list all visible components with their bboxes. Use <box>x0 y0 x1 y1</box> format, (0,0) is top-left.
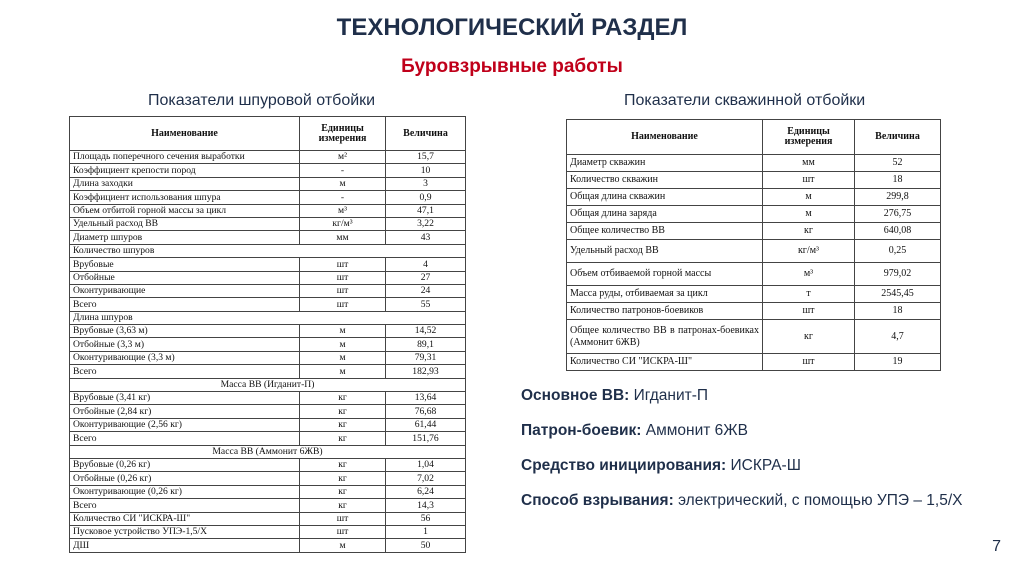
cell-unit: кг <box>300 458 386 471</box>
cell-unit: кг <box>300 418 386 431</box>
info-initiation-means: Средство инициирования: ИСКРА-Ш <box>521 457 801 474</box>
cell-value: 7,02 <box>386 472 466 485</box>
cell-unit: шт <box>763 172 855 189</box>
cell-value: 76,68 <box>386 405 466 418</box>
table-row <box>567 303 941 320</box>
table-row <box>70 271 466 284</box>
cell-unit: мм <box>763 155 855 172</box>
cell-value: 0,25 <box>855 240 941 263</box>
cell-unit: кг/м³ <box>763 240 855 263</box>
cell-unit: шт <box>763 303 855 320</box>
cell-unit: - <box>300 191 386 204</box>
cell-value: 13,64 <box>386 392 466 405</box>
table-row <box>567 206 941 223</box>
cell-unit: м² <box>300 151 386 164</box>
cell-unit: т <box>763 286 855 303</box>
section-label: Масса ВВ (Аммонит 6ЖВ) <box>70 445 466 458</box>
cell-name: Всего <box>70 432 300 445</box>
info-main-explosive: Основное ВВ: Игданит-П <box>521 387 709 404</box>
cell-value: 182,93 <box>386 365 466 378</box>
cell-value: 56 <box>386 512 466 525</box>
borehole-blasting-table <box>69 116 466 553</box>
cell-unit: кг <box>763 320 855 354</box>
cell-name: Количество СИ "ИСКРА-Ш" <box>567 354 763 371</box>
cell-unit: м³ <box>763 263 855 286</box>
table-row <box>70 405 466 418</box>
table-row <box>70 338 466 351</box>
cell-name: Врубовые <box>70 258 300 271</box>
cell-unit: кг <box>300 432 386 445</box>
cell-value: 10 <box>386 164 466 177</box>
cell-name: Количество патронов-боевиков <box>567 303 763 320</box>
table-row <box>70 204 466 217</box>
cell-unit: шт <box>300 512 386 525</box>
right-section-heading: Показатели скважинной отбойки <box>624 92 866 109</box>
well-blasting-table <box>566 119 941 371</box>
table-row <box>70 378 466 391</box>
cell-value: 52 <box>855 155 941 172</box>
table-row <box>70 311 466 324</box>
column-header-value: Величина <box>855 120 941 155</box>
table-row <box>70 432 466 445</box>
section-label: Масса ВВ (Игданит-П) <box>70 378 466 391</box>
cell-unit: шт <box>300 525 386 538</box>
cell-unit: м <box>300 325 386 338</box>
cell-name: Отбойные (2,84 кг) <box>70 405 300 418</box>
table-row <box>70 151 466 164</box>
table-row <box>567 189 941 206</box>
cell-name: Удельный расход ВВ <box>70 217 300 230</box>
cell-value: 276,75 <box>855 206 941 223</box>
cell-value: 6,24 <box>386 485 466 498</box>
cell-name: Врубовые (3,63 м) <box>70 325 300 338</box>
table-row <box>70 325 466 338</box>
cell-value: 15,7 <box>386 151 466 164</box>
table-row <box>70 418 466 431</box>
table-row <box>567 172 941 189</box>
table-row <box>70 164 466 177</box>
cell-name: Удельный расход ВВ <box>567 240 763 263</box>
cell-unit: м <box>300 338 386 351</box>
cell-unit: кг <box>300 405 386 418</box>
table-row <box>567 320 941 354</box>
cell-unit: кг <box>300 485 386 498</box>
table-row <box>70 525 466 538</box>
page-subtitle: Буровзрывные работы <box>401 56 623 77</box>
cell-name: Диаметр шпуров <box>70 231 300 244</box>
cell-name: Отбойные (3,3 м) <box>70 338 300 351</box>
cell-name: Оконтуривающие (2,56 кг) <box>70 418 300 431</box>
table-row <box>567 223 941 240</box>
section-label: Количество шпуров <box>70 244 466 257</box>
cell-value: 3,22 <box>386 217 466 230</box>
table-row <box>70 217 466 230</box>
page-number: 7 <box>992 538 1001 555</box>
cell-unit: кг <box>300 499 386 512</box>
cell-unit: м <box>763 206 855 223</box>
cell-value: 47,1 <box>386 204 466 217</box>
cell-name: Всего <box>70 365 300 378</box>
column-header-value: Величина <box>386 117 466 151</box>
cell-unit: м <box>763 189 855 206</box>
cell-name: Коэффициент крепости пород <box>70 164 300 177</box>
cell-name: Площадь поперечного сечения выработки <box>70 151 300 164</box>
cell-name: Отбойные <box>70 271 300 284</box>
cell-value: 4,7 <box>855 320 941 354</box>
cell-name: Пусковое устройство УПЭ-1,5/Х <box>70 525 300 538</box>
cell-unit: кг <box>300 472 386 485</box>
cell-name: Масса руды, отбиваемая за цикл <box>567 286 763 303</box>
cell-unit: - <box>300 164 386 177</box>
cell-name: Количество СИ "ИСКРА-Ш" <box>70 512 300 525</box>
cell-value: 1 <box>386 525 466 538</box>
cell-unit: м <box>300 177 386 190</box>
table-row <box>567 240 941 263</box>
table-row <box>70 392 466 405</box>
cell-value: 27 <box>386 271 466 284</box>
page-title: ТЕХНОЛОГИЧЕСКИЙ РАЗДЕЛ <box>336 14 688 41</box>
table-row <box>567 155 941 172</box>
cell-value: 2545,45 <box>855 286 941 303</box>
cell-name: Диаметр скважин <box>567 155 763 172</box>
column-header-unit: Единицы измерения <box>763 120 855 155</box>
cell-name: Отбойные (0,26 кг) <box>70 472 300 485</box>
cell-value: 18 <box>855 303 941 320</box>
cell-unit: шт <box>300 271 386 284</box>
cell-unit: мм <box>300 231 386 244</box>
cell-value: 151,76 <box>386 432 466 445</box>
table-row <box>70 284 466 297</box>
table-row <box>70 472 466 485</box>
table-row <box>70 351 466 364</box>
cell-unit: шт <box>763 354 855 371</box>
cell-name: Всего <box>70 499 300 512</box>
cell-value: 50 <box>386 539 466 552</box>
cell-value: 4 <box>386 258 466 271</box>
cell-unit: м³ <box>300 204 386 217</box>
table-row <box>70 231 466 244</box>
cell-name: Длина заходки <box>70 177 300 190</box>
cell-value: 14,3 <box>386 499 466 512</box>
cell-unit: шт <box>300 258 386 271</box>
cell-unit: м <box>300 351 386 364</box>
table-row <box>70 458 466 471</box>
table-row <box>70 499 466 512</box>
cell-value: 89,1 <box>386 338 466 351</box>
cell-name: Всего <box>70 298 300 311</box>
cell-name: Коэффициент использования шпура <box>70 191 300 204</box>
cell-unit: кг <box>300 392 386 405</box>
cell-value: 3 <box>386 177 466 190</box>
cell-name: Объем отбиваемой горной массы <box>567 263 763 286</box>
cell-value: 24 <box>386 284 466 297</box>
cell-unit: шт <box>300 298 386 311</box>
cell-value: 14,52 <box>386 325 466 338</box>
cell-name: Общее количество ВВ в патронах-боевиках (Аммонит 6ЖВ) <box>567 320 763 354</box>
cell-name: Врубовые (3,41 кг) <box>70 392 300 405</box>
cell-value: 0,9 <box>386 191 466 204</box>
cell-value: 18 <box>855 172 941 189</box>
table-row <box>70 445 466 458</box>
table-row <box>567 286 941 303</box>
cell-value: 640,08 <box>855 223 941 240</box>
info-primer-cartridge: Патрон-боевик: Аммонит 6ЖВ <box>521 422 748 439</box>
column-header-name: Наименование <box>70 117 300 151</box>
cell-value: 979,02 <box>855 263 941 286</box>
cell-name: Общая длина заряда <box>567 206 763 223</box>
column-header-unit: Единицы измерения <box>300 117 386 151</box>
left-section-heading: Показатели шпуровой отбойки <box>148 92 376 109</box>
cell-value: 19 <box>855 354 941 371</box>
cell-value: 79,31 <box>386 351 466 364</box>
table-row <box>70 258 466 271</box>
cell-name: Объем отбитой горной массы за цикл <box>70 204 300 217</box>
cell-unit: кг <box>763 223 855 240</box>
cell-value: 299,8 <box>855 189 941 206</box>
cell-value: 55 <box>386 298 466 311</box>
cell-value: 43 <box>386 231 466 244</box>
cell-unit: кг/м³ <box>300 217 386 230</box>
cell-name: Оконтуривающие <box>70 284 300 297</box>
cell-unit: м <box>300 365 386 378</box>
table-row <box>70 485 466 498</box>
table-row <box>70 539 466 552</box>
cell-unit: шт <box>300 284 386 297</box>
section-label: Длина шпуров <box>70 311 466 324</box>
table-row <box>70 365 466 378</box>
table-row <box>567 354 941 371</box>
cell-name: Врубовые (0,26 кг) <box>70 458 300 471</box>
cell-value: 61,44 <box>386 418 466 431</box>
cell-unit: м <box>300 539 386 552</box>
cell-name: ДШ <box>70 539 300 552</box>
info-blasting-method: Способ взрывания: электрический, с помощью УПЭ – 1,5/Х <box>521 492 963 509</box>
cell-value: 1,04 <box>386 458 466 471</box>
table-row <box>70 298 466 311</box>
table-row <box>567 263 941 286</box>
table-row <box>70 244 466 257</box>
cell-name: Оконтуривающие (3,3 м) <box>70 351 300 364</box>
table-row <box>70 177 466 190</box>
table-row <box>70 512 466 525</box>
column-header-name: Наименование <box>567 120 763 155</box>
table-row <box>70 191 466 204</box>
cell-name: Оконтуривающие (0,26 кг) <box>70 485 300 498</box>
cell-name: Общая длина скважин <box>567 189 763 206</box>
cell-name: Общее количество ВВ <box>567 223 763 240</box>
cell-name: Количество скважин <box>567 172 763 189</box>
